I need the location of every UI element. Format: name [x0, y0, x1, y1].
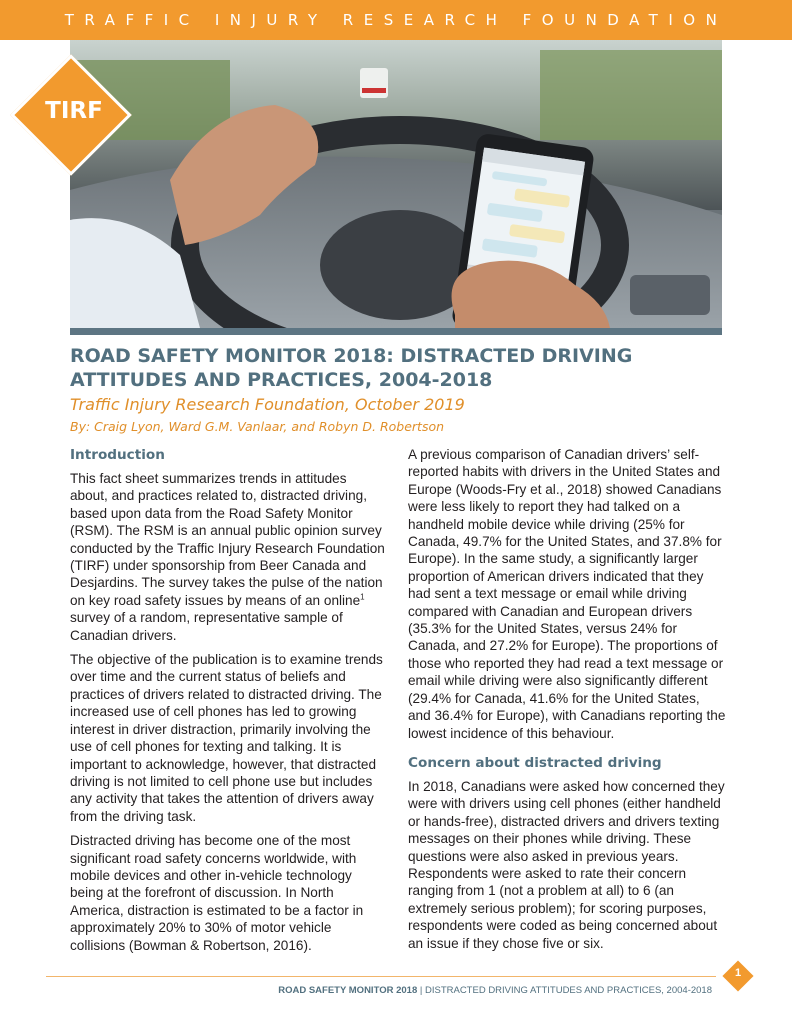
intro-p1-text: This fact sheet summarizes trends in attitudes about, and practices related to, distracted driving, based upon data from the Road Safety Monitor (RSM). The RSM is an annual public opinion survey conducted by the Traffic Injury Research Foundation (TIRF) under sponsorship from Beer Canada and Desjardins. The survey takes the pulse of the nation on key road safety issues by means of an online — [70, 471, 385, 608]
driver-texting-photo-icon — [70, 40, 722, 328]
org-banner: TRAFFIC INJURY RESEARCH FOUNDATION — [0, 0, 792, 40]
page-number: 1 — [734, 967, 742, 979]
left-column — [70, 446, 388, 961]
page-title: ROAD SAFETY MONITOR 2018: DISTRACTED DRIVING ATTITUDES AND PRACTICES, 2004-2018 — [70, 345, 633, 391]
right-column — [408, 446, 726, 959]
tirf-logo-text: TIRF — [45, 98, 103, 124]
footer-separator: | — [417, 985, 425, 996]
authors-line: By: Craig Lyon, Ward G.M. Vanlaar, and Robyn D. Robertson — [70, 419, 445, 434]
footer-running-title — [278, 985, 712, 996]
footnote-ref: 1 — [360, 592, 365, 602]
intro-paragraph-3: Distracted driving has become one of the most significant road safety concerns worldwide, with mobile devices and other in-vehicle technology being at the forefront of discussion. In North America, distraction is estimated to be a factor in approximately 20% to 30% of motor vehicle collisions (Bowman & Robertson, 2016). — [70, 833, 364, 953]
intro-p1-text-end: survey of a random, representative sample of Canadian drivers. — [70, 610, 343, 643]
footer-title-rest: DISTRACTED DRIVING ATTITUDES AND PRACTICES, 2004-2018 — [424, 985, 712, 996]
intro-heading: Introduction — [70, 447, 165, 463]
intro-paragraph-2: The objective of the publication is to examine trends over time and the current status of beliefs and practices of drivers related to distracted driving. The increased use of cell phones has led to growing interest in driver distraction, primarily involving the use of cell phones for texting and talking. It is important to acknowledge, however, that distracted driving is not limited to cell phone use but includes any activity that takes the attention of drivers away from the driving task. — [70, 652, 383, 824]
footer-title-bold: ROAD SAFETY MONITOR 2018 — [278, 985, 418, 996]
page-subtitle: Traffic Injury Research Foundation, October 2019 — [70, 395, 465, 414]
hero-photo — [70, 40, 722, 328]
hero-divider — [70, 328, 722, 335]
concern-heading: Concern about distracted driving — [408, 754, 662, 771]
concern-paragraph: In 2018, Canadians were asked how concerned they were with drivers using cell phones (either handheld or hands-free), distracted drivers and drivers texting messages on their phones while driving. These questions were also asked in previous years. Respondents were asked to rate their concern ranging from 1 (not a problem at all) to 6 (an extremely serious problem); for scoring purposes, respondents were coded as being concerned about an issue if they chose five or six. — [408, 778, 725, 951]
footer-divider — [46, 976, 716, 977]
intro-paragraph-1 — [70, 470, 388, 644]
comparison-paragraph: A previous comparison of Canadian drivers’ self-reported habits with drivers in the United States and Europe (Woods-Fry et al., 2018) showed Canadians were less likely to report they had talked on a handheld mobile device while driving (25% for Canada, 49.7% for the United States, and 37.8% for Europe). In the same study, a significantly larger proportion of American drivers indicated that they had sent a text message or email while driving compared with Canadian and European drivers (35.3% for the United States, versus 24% for Canada, and 27.2% for Europe). The proportions of those who reported they had read a text message or email while driving were also significantly different (29.4% for Canada, 41.6% for the United States, and 36.4% for Europe), with Canadians reporting the lowest incidence of this behaviour. — [408, 447, 726, 741]
